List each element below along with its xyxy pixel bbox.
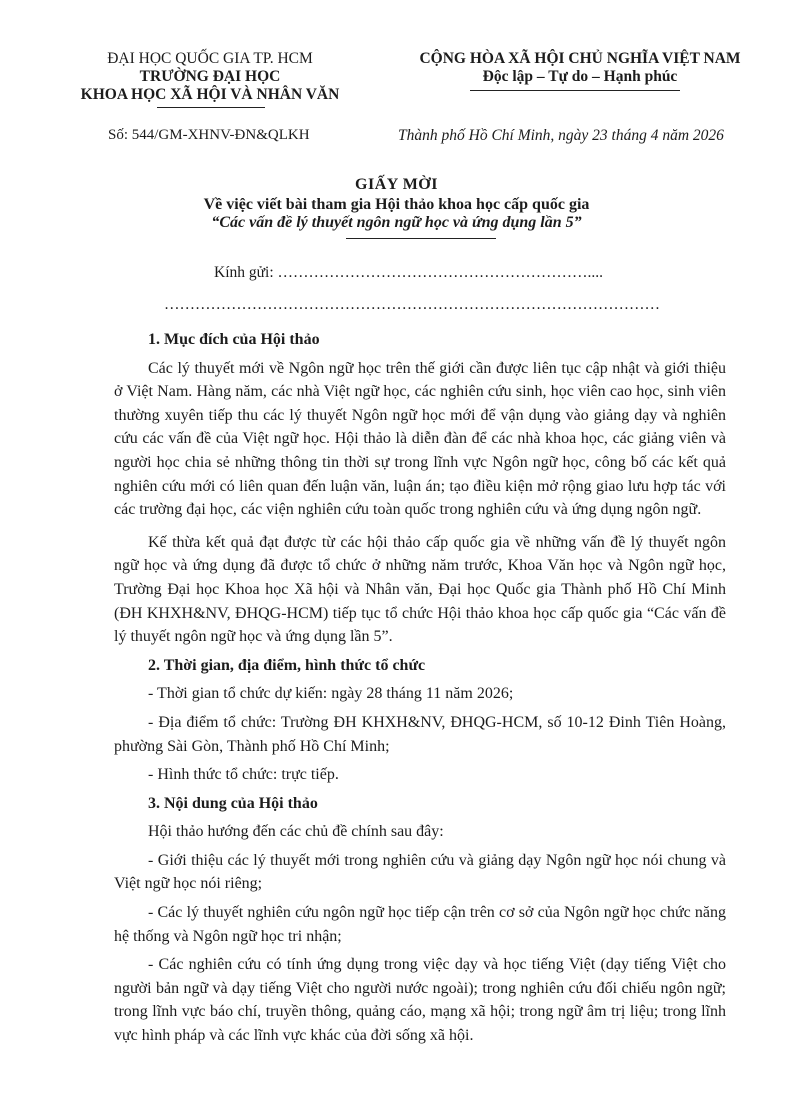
section-heading: 2. Thời gian, địa điểm, hình thức tổ chức <box>148 656 426 674</box>
org-line-2: TRƯỜNG ĐẠI HỌC <box>139 68 281 85</box>
paragraph: - Địa điểm tổ chức: Trường ĐH KHXH&NV, ĐHQG-HCM, số 10-12 Đinh Tiên Hoàng, phường Sài Gòn, Thành phố Hồ Chí Minh; <box>114 713 726 755</box>
org-line-3: KHOA HỌC XÃ HỘI VÀ NHÂN VĂN <box>80 86 340 103</box>
paragraph: - Thời gian tổ chức dự kiến: ngày 28 tháng 11 năm 2026; <box>148 685 514 703</box>
document-title: GIẤY MỜI <box>355 176 438 193</box>
section-heading: 1. Mục đích của Hội thảo <box>148 331 320 348</box>
paragraph: - Các lý thuyết nghiên cứu ngôn ngữ học tiếp cận trên cơ sở của Ngôn ngữ học chức năng hệ thống và Ngôn ngữ học tri nhận; <box>114 904 726 945</box>
document-subject: Về việc viết bài tham gia Hội thảo khoa học cấp quốc gia <box>203 196 590 213</box>
motto-underline <box>470 90 680 91</box>
section-heading: 3. Nội dung của Hội thảo <box>148 794 318 812</box>
country-name: CỘNG HÒA XÃ HỘI CHỦ NGHĨA VIỆT NAM <box>419 50 741 67</box>
title-underline <box>346 238 496 239</box>
document-body <box>114 328 726 1048</box>
recipient-line: Kính gửi: …………………………………………………….... <box>214 264 604 281</box>
paragraph: Kế thừa kết quả đạt được từ các hội thảo cấp quốc gia về những vấn đề lý thuyết ngôn ngữ học và ứng dụng đã được tổ chức ở những năm trước, Khoa Văn học và Ngôn ngữ học, Trường Đại học Khoa học Xã hội và Nhân văn, Đại học Quốc gia Thành phố Hồ Chí Minh (ĐH KHXH&NV, ĐHQG-HCM) tiếp tục tổ chức Hội thảo khoa học cấp quốc gia “Các vấn đề lý thuyết ngôn ngữ học và ứng dụng lần 5”. <box>114 533 726 646</box>
paragraph: - Giới thiệu các lý thuyết mới trong nghiên cứu và giảng dạy Ngôn ngữ học nói chung và Việt ngữ học nói riêng; <box>114 851 726 893</box>
issuing-organization <box>40 50 380 104</box>
national-header <box>400 50 760 86</box>
country-motto: Độc lập – Tự do – Hạnh phúc <box>482 68 678 85</box>
org-line-1: ĐẠI HỌC QUỐC GIA TP. HCM <box>107 50 313 67</box>
paragraph: - Hình thức tổ chức: trực tiếp. <box>148 766 339 784</box>
paragraph: - Các nghiên cứu có tính ứng dụng trong việc dạy và học tiếng Việt (dạy tiếng Việt cho người bản ngữ và dạy tiếng Việt cho người nước ngoài); trong nghiên cứu đối chiếu ngôn ngữ; trong lĩnh vực báo chí, truyền thông, quảng cáo, mạng xã hội; trong ngữ âm trị liệu; trong lĩnh vực hình pháp và các lĩnh vực khác của đời sống xã hội. <box>114 956 726 1045</box>
org-underline <box>157 107 265 108</box>
reference-number: Số: 544/GM-XHNV-ĐN&QLKH <box>108 127 310 143</box>
event-name: “Các vấn đề lý thuyết ngôn ngữ học và ứng dụng lần 5” <box>211 214 582 231</box>
date-line: Thành phố Hồ Chí Minh, ngày 23 tháng 4 năm 2026 <box>398 127 724 144</box>
paragraph: Hội thảo hướng đến các chủ đề chính sau đây: <box>148 823 444 841</box>
recipient-line-2: …………………………………………………………………………………… <box>164 296 660 313</box>
paragraph: Các lý thuyết mới về Ngôn ngữ học trên thế giới cần được liên tục cập nhật và giới thiệu ở Việt Nam. Hàng năm, các nhà Việt ngữ học, các nghiên cứu sinh, học viên cao học, sinh viên thường xuyên tiếp thu các lý thuyết Ngôn ngữ học mới để vận dụng vào giảng dạy và nghiên cứu các vấn đề của Việt ngữ học. Hội thảo là diễn đàn để các nhà khoa học, các giảng viên và người học chia sẻ những thông tin thời sự trong lĩnh vực Ngôn ngữ học, công bố các kết quả nghiên cứu mới có liên quan đến luận văn, luận án; tạo điều kiện mở rộng giao lưu hợp tác với các trường đại học, các viện nghiên cứu toàn quốc trong nghiên cứu và ứng dụng ngôn ngữ. <box>114 359 726 519</box>
